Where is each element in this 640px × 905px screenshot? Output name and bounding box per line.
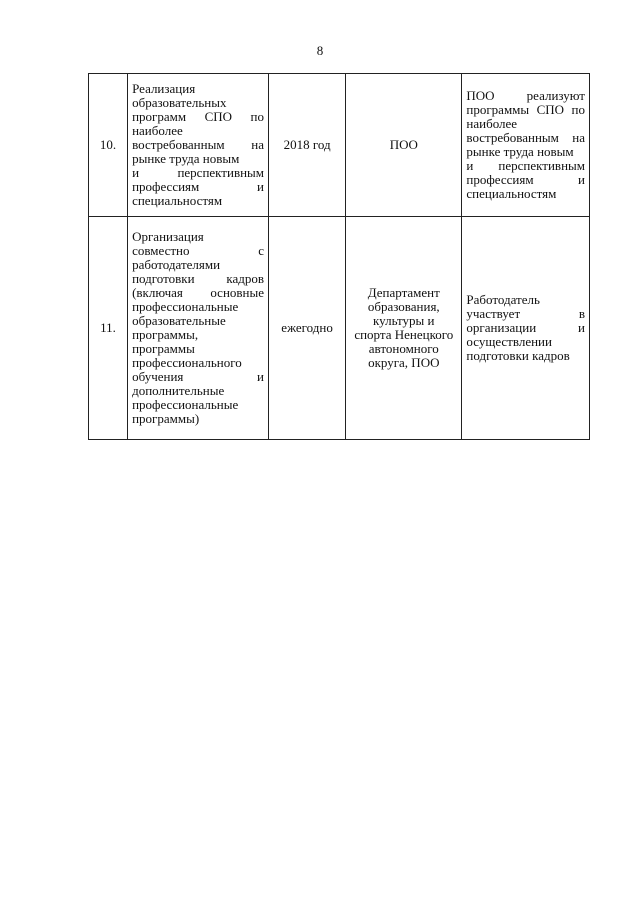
result-cell [462, 217, 590, 440]
result-text-line: Работодатель [466, 292, 540, 307]
action-text-line: рынке труда новым [132, 151, 240, 166]
action-text-line: программы, [132, 327, 199, 342]
table-row [89, 217, 590, 440]
action-text-line: наиболее [132, 123, 183, 138]
term-cell: ежегодно [269, 217, 346, 440]
action-text-line: образовательных [132, 95, 227, 110]
plan-table [88, 73, 590, 440]
result-text-line: рынке труда новым [466, 144, 574, 159]
result-text-line: профессиям и [466, 172, 585, 187]
responsible-text-line: автономного [368, 341, 439, 356]
responsible-text-line: образования, [367, 299, 440, 314]
table-row [89, 74, 590, 217]
responsible-text-line: Департамент [367, 285, 440, 300]
term-cell: 2018 год [269, 74, 346, 217]
action-cell [128, 74, 269, 217]
action-text-line: обучения и [132, 369, 265, 384]
action-text-line: специальностям [132, 193, 223, 208]
responsible-text-line: культуры и [373, 313, 435, 328]
responsible-text-line: ПОО [389, 137, 418, 152]
action-text-line: программ СПО по [132, 109, 265, 124]
action-text-line: Организация [132, 229, 204, 244]
responsible-text-line: спорта Ненецкого [354, 327, 454, 342]
result-text-line: участвует в [466, 306, 585, 321]
responsible-cell [346, 74, 462, 217]
action-text-line: образовательные [132, 313, 226, 328]
action-text-line: и перспективным [132, 165, 265, 180]
page-number: 8 [316, 43, 324, 58]
result-cell [462, 74, 590, 217]
action-text-line: совместно с [132, 243, 265, 258]
action-text-line: профессиям и [132, 179, 265, 194]
action-text-line: профессиональные [132, 299, 239, 314]
row-number-cell: 10. [89, 74, 128, 217]
action-text-line: дополнительные [132, 383, 225, 398]
action-text-line: подготовки кадров [132, 271, 265, 286]
action-text-line: (включая основные [132, 285, 265, 300]
result-text-line: востребованным на [466, 130, 585, 145]
result-text-line: и перспективным [466, 158, 585, 173]
result-text-line: специальностям [466, 186, 557, 201]
action-text-line: востребованным на [132, 137, 265, 152]
result-text-line: подготовки кадров [466, 348, 570, 363]
responsible-cell [346, 217, 462, 440]
result-text-line: организации и [466, 320, 585, 335]
action-text-line: профессиональные [132, 397, 239, 412]
result-text-line: осуществлении [466, 334, 552, 349]
action-text-line: программы [132, 341, 195, 356]
action-text-line: Реализация [132, 81, 196, 96]
action-text-line: профессионального [132, 355, 242, 370]
action-cell [128, 217, 269, 440]
action-text-line: программы) [132, 411, 200, 426]
action-text-line: работодателями [132, 257, 221, 272]
responsible-text-line: округа, ПОО [368, 355, 440, 370]
result-text-line: наиболее [466, 116, 518, 131]
result-text-line: программы СПО по [466, 102, 585, 117]
result-text-line: ПОО реализуют [466, 88, 585, 103]
row-number-cell: 11. [89, 217, 128, 440]
